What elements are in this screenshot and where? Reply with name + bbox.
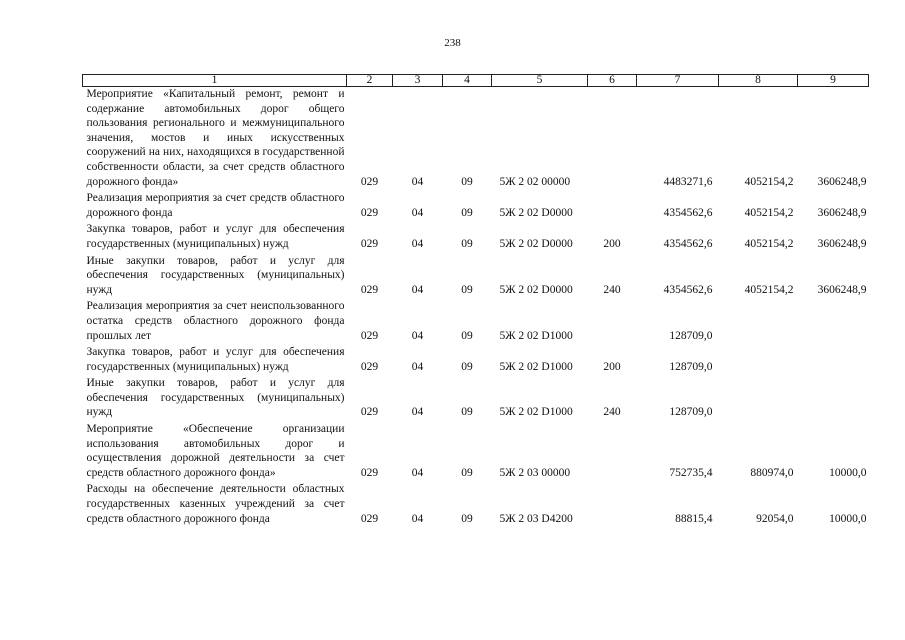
cell-target-code: 5Ж 2 02 D1000 [499,406,573,419]
table-row [83,299,869,345]
column-header: 1 [83,75,347,87]
table-row [83,482,869,528]
cell-subsection: 09 [461,360,473,373]
cell-amount-year3: 3606248,9 [817,206,867,219]
row-name: Мероприятие «Обеспечение организации использования автомобильных дорог и осуществления дорожной деятельности за счет средств областного дорожного фонда» [86,423,345,479]
table-row [83,376,869,422]
cell-subsection: 09 [461,466,473,479]
table-row [83,87,869,192]
cell-amount-year2: 4052154,2 [744,206,794,219]
cell-target-code: 5Ж 2 02 D0000 [499,237,573,250]
cell-chapter: 029 [360,512,379,525]
cell-expense-type: 240 [603,283,621,296]
cell-section: 04 [411,237,424,250]
cell-section: 04 [411,329,424,342]
cell-amount-year1: 128709,0 [669,406,713,419]
cell-subsection: 09 [461,406,473,419]
cell-target-code: 5Ж 2 03 00000 [499,466,571,479]
cell-section: 04 [411,406,424,419]
cell-expense-type [588,422,637,482]
cell-amount-year1: 88815,4 [675,512,713,525]
column-header: 7 [637,75,719,87]
cell-chapter: 029 [360,466,379,479]
cell-subsection: 09 [461,329,473,342]
row-name: Иные закупки товаров, работ и услуг для обеспечения государственных (муниципальных) нужд [86,254,345,296]
cell-chapter: 029 [360,406,379,419]
cell-target-code: 5Ж 2 02 D1000 [499,329,573,342]
table-row [83,254,869,300]
column-header: 6 [588,75,637,87]
cell-chapter: 029 [360,283,379,296]
column-header: 4 [443,75,492,87]
column-header: 8 [719,75,798,87]
cell-subsection: 09 [461,206,473,219]
column-header: 2 [347,75,393,87]
cell-expense-type: 240 [603,406,621,419]
cell-subsection: 09 [461,283,473,296]
cell-amount-year3: 3606248,9 [817,237,867,250]
cell-target-code: 5Ж 2 02 D0000 [499,283,573,296]
cell-amount-year2: 4052154,2 [744,175,794,188]
cell-expense-type [588,87,637,192]
cell-amount-year3: 10000,0 [829,512,867,525]
cell-expense-type: 200 [603,237,621,250]
budget-table [82,74,869,528]
column-header: 5 [492,75,588,87]
cell-chapter: 029 [360,206,379,219]
row-name: Закупка товаров, работ и услуг для обеспечения государственных (муниципальных) нужд [86,223,345,250]
cell-amount-year1: 128709,0 [669,329,713,342]
cell-section: 04 [411,512,424,525]
cell-amount-year1: 4354562,6 [663,283,713,296]
cell-amount-year3 [798,376,869,422]
cell-target-code: 5Ж 2 02 D0000 [499,206,573,219]
cell-expense-type [588,482,637,528]
row-name: Мероприятие «Капитальный ремонт, ремонт и содержание автомобильных дорог общего пользования регионального и межмуниципального значения, мостов и иных искусственных сооружений на них, находящихся в государственной собственности области, за счет средств областного дорожного фонда» [86,88,345,188]
cell-target-code: 5Ж 2 02 00000 [499,175,571,188]
cell-chapter: 029 [360,360,379,373]
cell-chapter: 029 [360,175,379,188]
cell-amount-year2: 4052154,2 [744,283,794,296]
cell-section: 04 [411,466,424,479]
cell-amount-year3 [798,345,869,376]
cell-amount-year3: 10000,0 [829,466,867,479]
table-row [83,345,869,376]
cell-expense-type [588,191,637,222]
cell-section: 04 [411,206,424,219]
row-name: Реализация мероприятия за счет средств областного дорожного фонда [86,192,345,219]
cell-expense-type [588,299,637,345]
table-row [83,191,869,222]
cell-target-code: 5Ж 2 02 D1000 [499,360,573,373]
cell-amount-year2 [719,376,798,422]
cell-amount-year2 [719,299,798,345]
row-name: Закупка товаров, работ и услуг для обеспечения государственных (муниципальных) нужд [86,346,345,373]
cell-amount-year1: 4354562,6 [663,206,713,219]
cell-chapter: 029 [360,329,379,342]
cell-amount-year3 [798,299,869,345]
row-name: Расходы на обеспечение деятельности областных государственных казенных учреждений за счет средств областного дорожного фонда [86,483,345,525]
cell-section: 04 [411,283,424,296]
cell-amount-year1: 4354562,6 [663,237,713,250]
cell-section: 04 [411,175,424,188]
cell-target-code: 5Ж 2 03 D4200 [499,512,573,525]
table-row [83,222,869,253]
cell-subsection: 09 [461,175,473,188]
column-header: 3 [393,75,443,87]
cell-amount-year1: 752735,4 [669,466,713,479]
cell-chapter: 029 [360,237,379,250]
row-name: Иные закупки товаров, работ и услуг для обеспечения государственных (муниципальных) нужд [86,377,345,419]
table-row [83,422,869,482]
cell-amount-year3: 3606248,9 [817,283,867,296]
cell-section: 04 [411,360,424,373]
cell-amount-year2: 92054,0 [756,512,794,525]
cell-amount-year2 [719,345,798,376]
cell-amount-year1: 128709,0 [669,360,713,373]
row-name: Реализация мероприятия за счет неиспользованного остатка средств областного дорожного фонда прошлых лет [86,300,345,342]
cell-amount-year3: 3606248,9 [817,175,867,188]
cell-amount-year1: 4483271,6 [663,175,713,188]
cell-subsection: 09 [461,512,473,525]
header-row [83,75,869,87]
column-header: 9 [798,75,869,87]
page-number: 238 [444,37,461,49]
cell-amount-year2: 4052154,2 [744,237,794,250]
cell-subsection: 09 [461,237,473,250]
cell-expense-type: 200 [603,360,621,373]
cell-amount-year2: 880974,0 [750,466,794,479]
